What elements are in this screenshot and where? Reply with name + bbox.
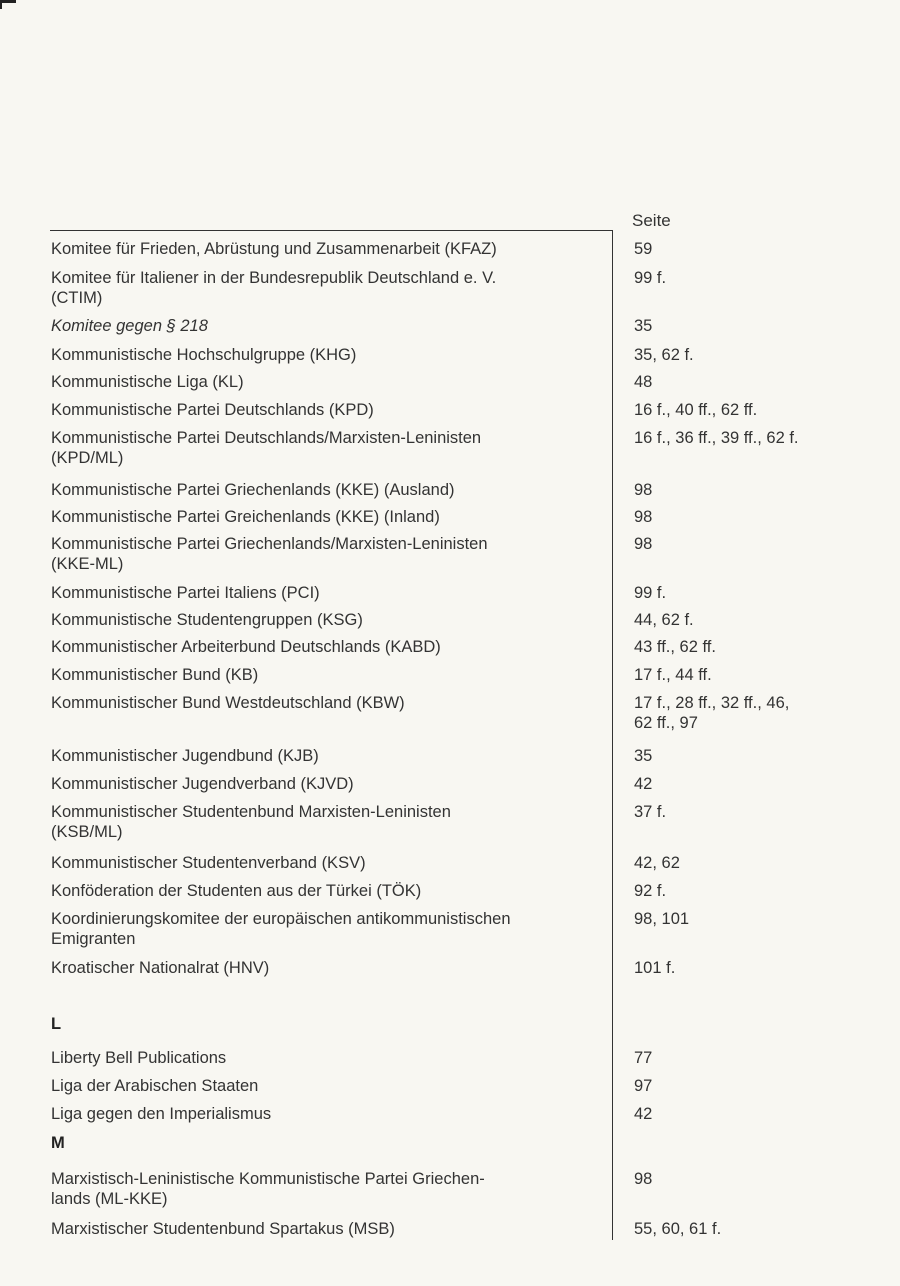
entry-pages: 16 f., 40 ff., 62 ff. xyxy=(634,401,758,419)
entry-name: Kommunistische Partei Griechenlands/Marxisten-Leninisten (KKE-ML) xyxy=(51,535,488,573)
entry-name: Liberty Bell Publications xyxy=(51,1049,227,1067)
entry-name: Kroatischer Nationalrat (HNV) xyxy=(51,959,270,977)
entry-name: Kommunistischer Bund (KB) xyxy=(51,666,259,684)
entry-pages: 37 f. xyxy=(634,803,667,821)
entry-pages: 101 f. xyxy=(634,959,676,977)
entry-name: Kommunistische Partei Griechenlands (KKE) (Ausland) xyxy=(51,481,455,499)
entry-name: Kommunistische Partei Deutschlands/Marxisten-Leninisten (KPD/ML) xyxy=(51,429,482,467)
entry-name: Kommunistischer Bund Westdeutschland (KBW) xyxy=(51,694,405,712)
entry-pages: 98, 101 xyxy=(634,910,690,928)
entry-pages: 99 f. xyxy=(634,269,667,287)
entry-pages: 98 xyxy=(634,481,653,499)
crop-mark xyxy=(0,0,16,9)
entry-name: Kommunistischer Studentenbund Marxisten-Leninisten (KSB/ML) xyxy=(51,803,451,841)
entry-pages: 35, 62 f. xyxy=(634,346,694,364)
entry-pages: 35 xyxy=(634,317,653,335)
entry-name: Komitee gegen § 218 xyxy=(51,317,208,335)
entry-name: Kommunistische Hochschulgruppe (KHG) xyxy=(51,346,357,364)
entry-name: Komitee für Frieden, Abrüstung und Zusammenarbeit (KFAZ) xyxy=(51,240,497,258)
entry-pages: 55, 60, 61 f. xyxy=(634,1220,722,1238)
entry-pages: 42, 62 xyxy=(634,854,680,872)
entry-pages: 42 xyxy=(634,775,653,793)
entry-name: Liga gegen den Imperialismus xyxy=(51,1105,272,1123)
entry-pages: 97 xyxy=(634,1077,653,1095)
entry-pages: 35 xyxy=(634,747,653,765)
column-divider xyxy=(612,230,613,1240)
entry-pages: 17 f., 28 ff., 32 ff., 46, 62 ff., 97 xyxy=(634,694,790,732)
entry-name: Kommunistischer Jugendbund (KJB) xyxy=(51,747,319,765)
entry-name: Kommunistische Partei Italiens (PCI) xyxy=(51,584,320,602)
entry-pages: 42 xyxy=(634,1105,653,1123)
entry-name: Liga der Arabischen Staaten xyxy=(51,1077,259,1095)
entry-pages: 92 f. xyxy=(634,882,667,900)
entry-pages: 98 xyxy=(634,508,653,526)
entry-pages: 17 f., 44 ff. xyxy=(634,666,712,684)
entry-name: Koordinierungskomitee der europäischen antikommunistischen Emigranten xyxy=(51,910,511,948)
entry-name: Kommunistischer Jugendverband (KJVD) xyxy=(51,775,354,793)
entry-name: Kommunistischer Arbeiterbund Deutschlands (KABD) xyxy=(51,638,441,656)
entry-pages: 44, 62 f. xyxy=(634,611,694,629)
entry-pages: 16 f., 36 ff., 39 ff., 62 f. xyxy=(634,429,799,447)
section-letter-l: L xyxy=(51,1015,62,1033)
entry-pages: 59 xyxy=(634,240,653,258)
header-rule xyxy=(50,230,612,231)
entry-name: Kommunistische Partei Greichenlands (KKE) (Inland) xyxy=(51,508,440,526)
entry-name: Konföderation der Studenten aus der Türkei (TÖK) xyxy=(51,882,422,900)
entry-pages: 48 xyxy=(634,373,653,391)
entry-name: Kommunistischer Studentenverband (KSV) xyxy=(51,854,366,872)
column-header-seite: Seite xyxy=(632,211,671,230)
entry-pages: 77 xyxy=(634,1049,653,1067)
entry-name: Kommunistische Partei Deutschlands (KPD) xyxy=(51,401,374,419)
entry-name: Komitee für Italiener in der Bundesrepublik Deutschland e. V. (CTIM) xyxy=(51,269,497,307)
entry-pages: 99 f. xyxy=(634,584,667,602)
entry-name: Marxistischer Studentenbund Spartakus (MSB) xyxy=(51,1220,395,1238)
entry-name: Marxistisch-Leninistische Kommunistische Partei Griechen- lands (ML-KKE) xyxy=(51,1170,485,1208)
entry-pages: 98 xyxy=(634,1170,653,1188)
section-letter-m: M xyxy=(51,1134,65,1152)
entry-pages: 98 xyxy=(634,535,653,553)
entry-pages: 43 ff., 62 ff. xyxy=(634,638,716,656)
entry-name: Kommunistische Studentengruppen (KSG) xyxy=(51,611,363,629)
entry-name: Kommunistische Liga (KL) xyxy=(51,373,244,391)
